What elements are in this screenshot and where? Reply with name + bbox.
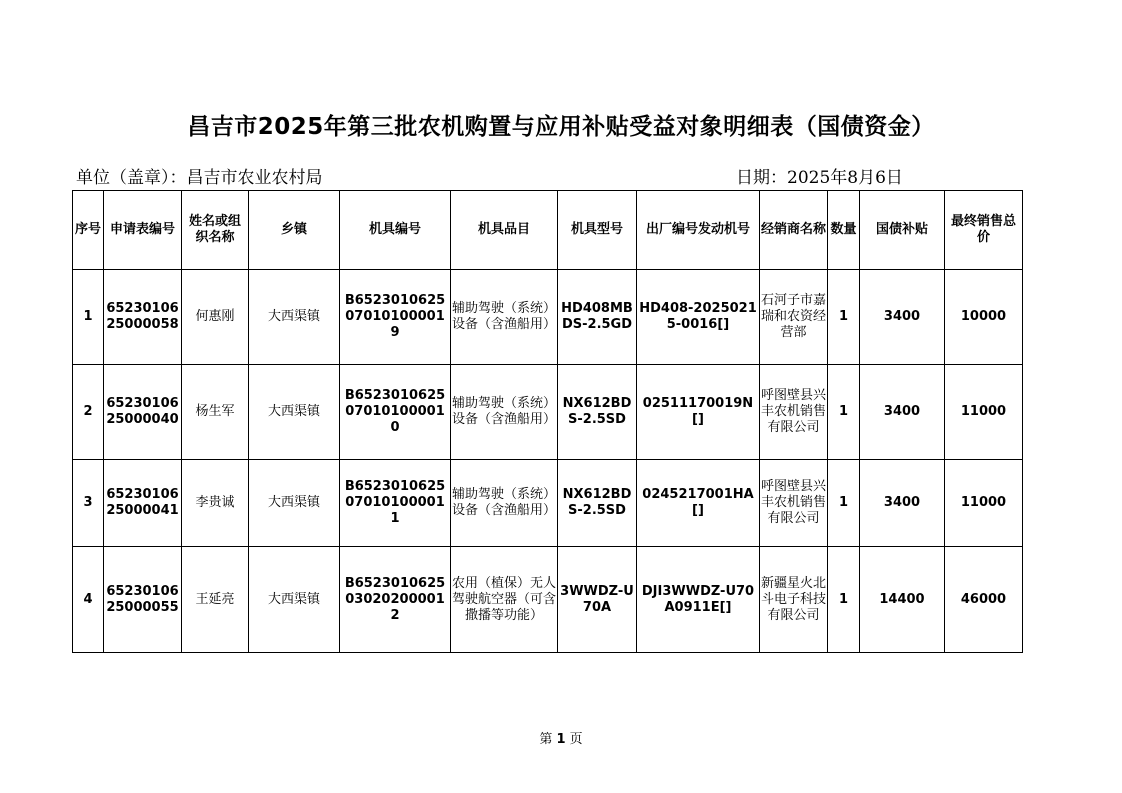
cell-name: 王延亮 [182,547,249,653]
col-header-dealer: 经销商名称 [760,191,828,270]
col-header-serial: 出厂编号发动机号 [637,191,760,270]
cell-subsidy: 3400 [860,365,945,460]
cell-serial: 0245217001HA[] [637,460,760,547]
cell-subsidy: 3400 [860,270,945,365]
cell-town: 大西渠镇 [249,547,340,653]
cell-category: 辅助驾驶（系统）设备（含渔船用） [451,365,558,460]
page-footer [0,728,1122,747]
col-header-model: 机具型号 [558,191,637,270]
col-header-town: 乡镇 [249,191,340,270]
cell-town: 大西渠镇 [249,460,340,547]
col-header-price: 最终销售总价 [945,191,1023,270]
cell-serial: 02511170019N[] [637,365,760,460]
footer-prefix: 第 [539,732,553,747]
cell-quantity: 1 [828,365,860,460]
cell-name: 何惠刚 [182,270,249,365]
table-row [73,547,1023,653]
col-header-name: 姓名或组织名称 [182,191,249,270]
cell-quantity: 1 [828,460,860,547]
header-row [73,191,1023,270]
cell-application-no: 6523010625000058 [104,270,182,365]
cell-category: 农用（植保）无人驾驶航空器（可含撒播等功能） [451,547,558,653]
cell-application-no: 6523010625000040 [104,365,182,460]
cell-application-no: 6523010625000041 [104,460,182,547]
cell-dealer: 新疆星火北斗电子科技有限公司 [760,547,828,653]
cell-model: NX612BDS-2.5SD [558,460,637,547]
cell-model: 3WWDZ-U70A [558,547,637,653]
col-header-application-no: 申请表编号 [104,191,182,270]
cell-town: 大西渠镇 [249,270,340,365]
cell-index: 1 [73,270,104,365]
cell-serial: DJI3WWDZ-U70A0911E[] [637,547,760,653]
cell-index: 2 [73,365,104,460]
footer-suffix: 页 [569,732,583,747]
col-header-index: 序号 [73,191,104,270]
table-row [73,460,1023,547]
col-header-category: 机具品目 [451,191,558,270]
cell-serial: HD408-20250215-0016[] [637,270,760,365]
cell-subsidy: 3400 [860,460,945,547]
cell-price: 10000 [945,270,1023,365]
cell-town: 大西渠镇 [249,365,340,460]
cell-model: HD408MBDS-2.5GD [558,270,637,365]
date-label: 日期：2025年8月6日 [736,168,903,188]
table-row [73,270,1023,365]
table-row [73,365,1023,460]
cell-index: 3 [73,460,104,547]
cell-quantity: 1 [828,270,860,365]
cell-price: 11000 [945,365,1023,460]
cell-category: 辅助驾驶（系统）设备（含渔船用） [451,270,558,365]
page-title: 昌吉市2025年第三批农机购置与应用补贴受益对象明细表（国债资金） [187,114,935,140]
cell-quantity: 1 [828,547,860,653]
cell-index: 4 [73,547,104,653]
cell-machine-no: B6523010625030202000012 [340,547,451,653]
unit-label: 单位（盖章）：昌吉市农业农村局 [76,168,323,188]
col-header-subsidy: 国债补贴 [860,191,945,270]
cell-dealer: 石河子市嘉瑞和农资经营部 [760,270,828,365]
col-header-quantity: 数量 [828,191,860,270]
cell-price: 46000 [945,547,1023,653]
cell-category: 辅助驾驶（系统）设备（含渔船用） [451,460,558,547]
cell-dealer: 呼图壁县兴丰农机销售有限公司 [760,460,828,547]
cell-name: 李贵诚 [182,460,249,547]
cell-machine-no: B6523010625070101000010 [340,365,451,460]
cell-model: NX612BDS-2.5SD [558,365,637,460]
cell-machine-no: B6523010625070101000019 [340,270,451,365]
beneficiary-table [72,190,1023,653]
cell-dealer: 呼图壁县兴丰农机销售有限公司 [760,365,828,460]
cell-machine-no: B6523010625070101000011 [340,460,451,547]
cell-name: 杨生军 [182,365,249,460]
cell-subsidy: 14400 [860,547,945,653]
page-number: 1 [556,732,566,747]
cell-price: 11000 [945,460,1023,547]
col-header-machine-no: 机具编号 [340,191,451,270]
cell-application-no: 6523010625000055 [104,547,182,653]
